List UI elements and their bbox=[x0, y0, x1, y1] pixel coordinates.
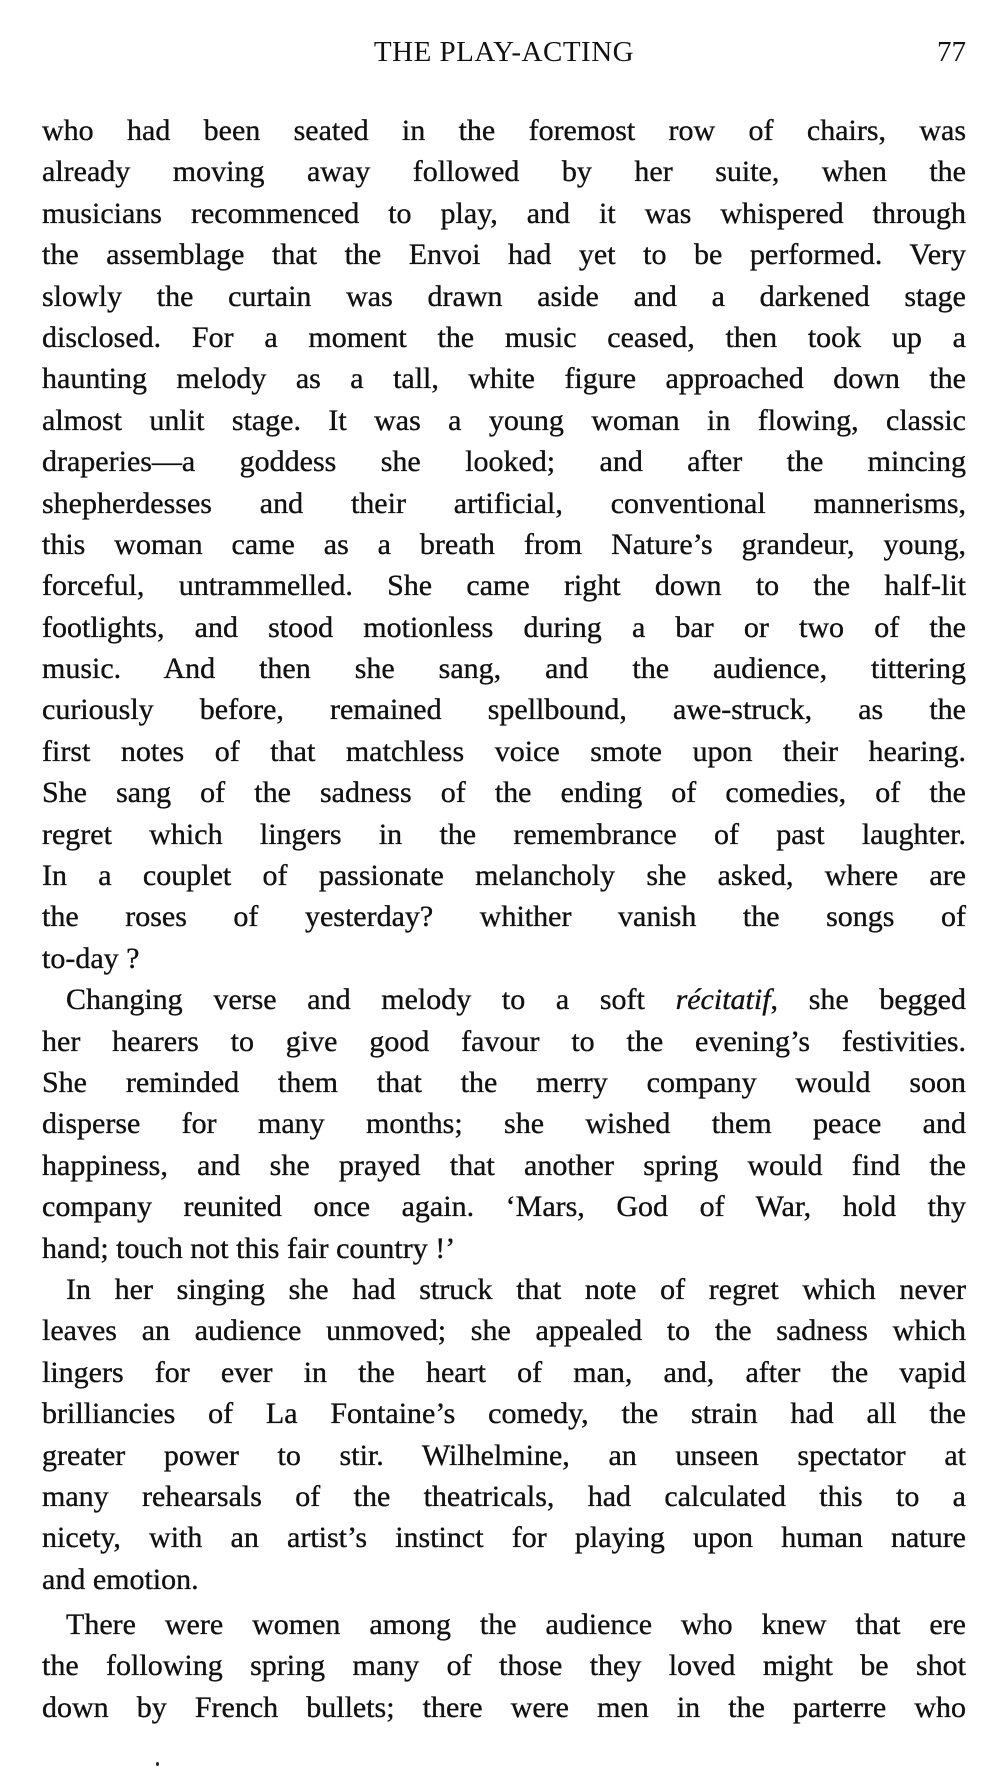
text-line: leaves an audience unmoved; she appealed to the sadness which bbox=[42, 1314, 966, 1348]
text-line: the assemblage that the Envoi had yet to be performed. Very bbox=[42, 238, 966, 272]
text-line: In her singing she had struck that note of regret which never bbox=[66, 1272, 966, 1306]
paragraph bbox=[42, 110, 966, 979]
text-line: already moving away followed by her suite, when the bbox=[42, 155, 966, 189]
text-line: draperies—a goddess she looked; and after the mincing bbox=[42, 445, 966, 479]
text-line: music. And then she sang, and the audience, tittering bbox=[42, 652, 966, 686]
page-number: 77 bbox=[937, 36, 966, 68]
text-line: this woman came as a breath from Nature’s grandeur, young, bbox=[42, 527, 966, 561]
text-line: disclosed. For a moment the music ceased, then took up a bbox=[42, 320, 966, 354]
text-line: musicians recommenced to play, and it was whispered through bbox=[42, 196, 966, 230]
text-line: forceful, untrammelled. She came right down to the half-lit bbox=[42, 569, 966, 603]
text-line: hand; touch not this fair country !’ bbox=[42, 1231, 456, 1265]
paragraph bbox=[42, 1269, 966, 1600]
body-text bbox=[42, 110, 966, 1728]
text-segment: Changing verse and melody to a soft bbox=[66, 983, 676, 1017]
paragraph bbox=[42, 1604, 966, 1728]
text-line: who had been seated in the foremost row of chairs, was bbox=[42, 114, 966, 147]
text-line: footlights, and stood motionless during a bar or two of the bbox=[42, 610, 966, 644]
text-line: brilliancies of La Fontaine’s comedy, the strain had all the bbox=[42, 1397, 966, 1431]
text-line: down by French bullets; there were men in the parterre who bbox=[42, 1690, 966, 1724]
text-line: and emotion. bbox=[42, 1562, 199, 1596]
text-line: curiously before, remained spellbound, awe-struck, as the bbox=[42, 693, 966, 727]
text-line: company reunited once again. ‘Mars, God of War, hold thy bbox=[42, 1190, 966, 1224]
text-line bbox=[42, 979, 966, 1020]
text-line: the following spring many of those they loved might be shot bbox=[42, 1649, 966, 1683]
text-line: She sang of the sadness of the ending of comedies, of the bbox=[42, 776, 966, 810]
text-line: shepherdesses and their artificial, conventional mannerisms, bbox=[42, 486, 966, 520]
italic-word: récitatif bbox=[675, 983, 771, 1017]
text-line: regret which lingers in the remembrance of past laughter. bbox=[42, 817, 966, 851]
text-line: greater power to stir. Wilhelmine, an unseen spectator at bbox=[42, 1438, 966, 1472]
text-line: happiness, and she prayed that another spring would find the bbox=[42, 1148, 966, 1182]
text-line: to-day ? bbox=[42, 941, 140, 975]
text-line: many rehearsals of the theatricals, had calculated this to a bbox=[42, 1479, 966, 1513]
text-line: almost unlit stage. It was a young woman in flowing, classic bbox=[42, 403, 966, 437]
running-title: THE PLAY-ACTING bbox=[373, 36, 635, 68]
text-line: There were women among the audience who knew that ere bbox=[66, 1608, 966, 1642]
text-line: first notes of that matchless voice smote upon their hearing. bbox=[42, 734, 966, 768]
print-speck bbox=[156, 1762, 159, 1766]
text-line: haunting melody as a tall, white figure approached down the bbox=[42, 362, 966, 396]
paragraph bbox=[42, 979, 966, 1269]
text-line: her hearers to give good favour to the evening’s festivities. bbox=[42, 1024, 966, 1058]
text-line: the roses of yesterday? whither vanish the songs of bbox=[42, 900, 966, 934]
text-segment: , she begged bbox=[770, 983, 966, 1017]
text-line: In a couplet of passionate melancholy she asked, where are bbox=[42, 859, 966, 893]
text-line: nicety, with an artist’s instinct for playing upon human nature bbox=[42, 1521, 966, 1555]
running-header bbox=[42, 36, 966, 76]
text-line: lingers for ever in the heart of man, and, after the vapid bbox=[42, 1355, 966, 1389]
text-line: disperse for many months; she wished them peace and bbox=[42, 1107, 966, 1141]
text-line: She reminded them that the merry company would soon bbox=[42, 1065, 966, 1099]
text-line: slowly the curtain was drawn aside and a darkened stage bbox=[42, 279, 966, 313]
